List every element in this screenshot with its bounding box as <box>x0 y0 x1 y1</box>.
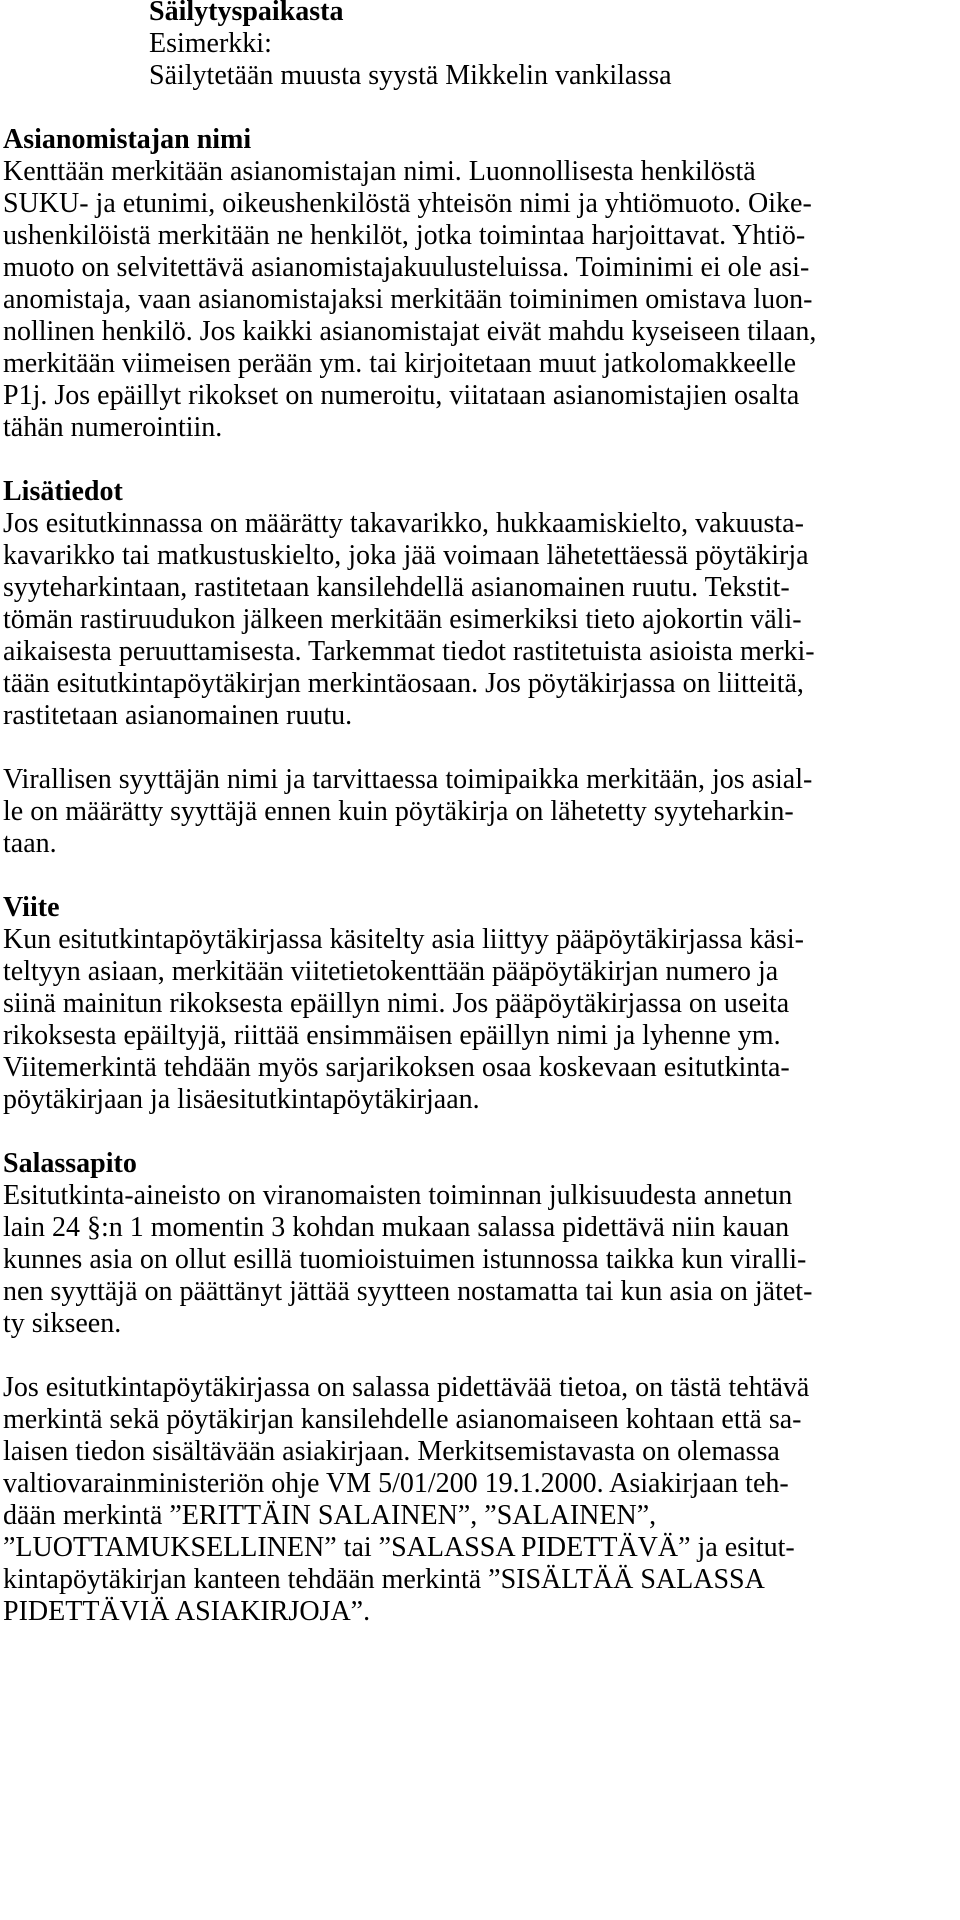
section-title-asianomistajan-nimi: Asianomistajan nimi <box>3 124 252 155</box>
section-title-lisatiedot: Lisätiedot <box>3 476 123 507</box>
text-line: P1j. Jos epäillyt rikokset on numeroitu, viitataan asianomistajien osalta <box>3 380 800 411</box>
text-line: rikoksesta epäiltyjä, riittää ensimmäisen epäillyn nimi ja lyhenne ym. <box>3 1020 781 1051</box>
section-title-viite: Viite <box>3 892 60 923</box>
text-line: valtiovarainministeriön ohje VM 5/01/200 19.1.2000. Asiakirjaan teh- <box>3 1468 789 1499</box>
text-line: rastitetaan asianomainen ruutu. <box>3 700 353 731</box>
text-line: teltyyn asiaan, merkitään viitetietokenttään pääpöytäkirjan numero ja <box>3 956 779 987</box>
text-line: kavarikko tai matkustuskielto, joka jää voimaan lähetettäessä pöytäkirja <box>3 540 809 571</box>
text-line: merkitään viimeisen perään ym. tai kirjoitetaan muut jatkolomakkeelle <box>3 348 797 379</box>
text-line: muoto on selvitettävä asianomistajakuulusteluissa. Toiminimi ei ole asi- <box>3 252 810 283</box>
text-line: merkintä sekä pöytäkirjan kansilehdelle asianomaiseen kohtaan että sa- <box>3 1404 802 1435</box>
text-line: Kenttään merkitään asianomistajan nimi. Luonnollisesta henkilöstä <box>3 156 756 187</box>
text-line: PIDETTÄVIÄ ASIAKIRJOJA”. <box>3 1596 371 1627</box>
section-title-salassapito: Salassapito <box>3 1148 137 1179</box>
text-line: syyteharkintaan, rastitetaan kansilehdellä asianomainen ruutu. Tekstit- <box>3 572 790 603</box>
text-line: Säilytetään muusta syystä Mikkelin vankilassa <box>149 60 672 91</box>
text-line: siinä mainitun rikoksesta epäillyn nimi. Jos pääpöytäkirjassa on useita <box>3 988 790 1019</box>
text-line: pöytäkirjaan ja lisäesitutkintapöytäkirjaan. <box>3 1084 480 1115</box>
text-line: Jos esitutkintapöytäkirjassa on salassa pidettävää tietoa, on tästä tehtävä <box>3 1372 810 1403</box>
text-line: tähän numerointiin. <box>3 412 223 443</box>
text-line: ”LUOTTAMUKSELLINEN” tai ”SALASSA PIDETTÄVÄ” ja esitut- <box>3 1532 795 1563</box>
text-line: le on määrätty syyttäjä ennen kuin pöytäkirja on lähetetty syyteharkin- <box>3 796 794 827</box>
text-line: dään merkintä ”ERITTÄIN SALAINEN”, ”SALAINEN”, <box>3 1500 657 1531</box>
text-line: Kun esitutkintapöytäkirjassa käsitelty asia liittyy pääpöytäkirjassa käsi- <box>3 924 804 955</box>
text-line: Viitemerkintä tehdään myös sarjarikoksen osaa koskevaan esitutkinta- <box>3 1052 790 1083</box>
text-line: tään esitutkintapöytäkirjan merkintäosaan. Jos pöytäkirjassa on liitteitä, <box>3 668 804 699</box>
text-line: aikaisesta peruuttamisesta. Tarkemmat tiedot rastitetuista asioista merki- <box>3 636 815 667</box>
text-line: Virallisen syyttäjän nimi ja tarvittaessa toimipaikka merkitään, jos asial- <box>3 764 813 795</box>
text-line: ushenkilöistä merkitään ne henkilöt, jotka toimintaa harjoittavat. Yhtiö- <box>3 220 806 251</box>
text-line: Esimerkki: <box>149 28 272 59</box>
text-line: Jos esitutkinnassa on määrätty takavarikko, hukkaamiskielto, vakuusta- <box>3 508 804 539</box>
text-line: lain 24 §:n 1 momentin 3 kohdan mukaan salassa pidettävä niin kauan <box>3 1212 790 1243</box>
section-title-sailytyspaikasta: Säilytyspaikasta <box>149 0 344 27</box>
text-line: taan. <box>3 828 57 859</box>
text-line: kunnes asia on ollut esillä tuomioistuimen istunnossa taikka kun viralli- <box>3 1244 807 1275</box>
text-line: laisen tiedon sisältävään asiakirjaan. Merkitsemistavasta on olemassa <box>3 1436 780 1467</box>
text-line: Esitutkinta-aineisto on viranomaisten toiminnan julkisuudesta annetun <box>3 1180 793 1211</box>
text-line: SUKU- ja etunimi, oikeushenkilöstä yhteisön nimi ja yhtiömuoto. Oike- <box>3 188 812 219</box>
text-line: nollinen henkilö. Jos kaikki asianomistajat eivät mahdu kyseiseen tilaan, <box>3 316 817 347</box>
text-line: tömän rastiruudukon jälkeen merkitään esimerkiksi tieto ajokortin väli- <box>3 604 802 635</box>
text-line: kintapöytäkirjan kanteen tehdään merkintä ”SISÄLTÄÄ SALASSA <box>3 1564 765 1595</box>
text-line: anomistaja, vaan asianomistajaksi merkitään toiminimen omistava luon- <box>3 284 813 315</box>
text-line: ty sikseen. <box>3 1308 122 1339</box>
text-line: nen syyttäjä on päättänyt jättää syytteen nostamatta tai kun asia on jätet- <box>3 1276 813 1307</box>
